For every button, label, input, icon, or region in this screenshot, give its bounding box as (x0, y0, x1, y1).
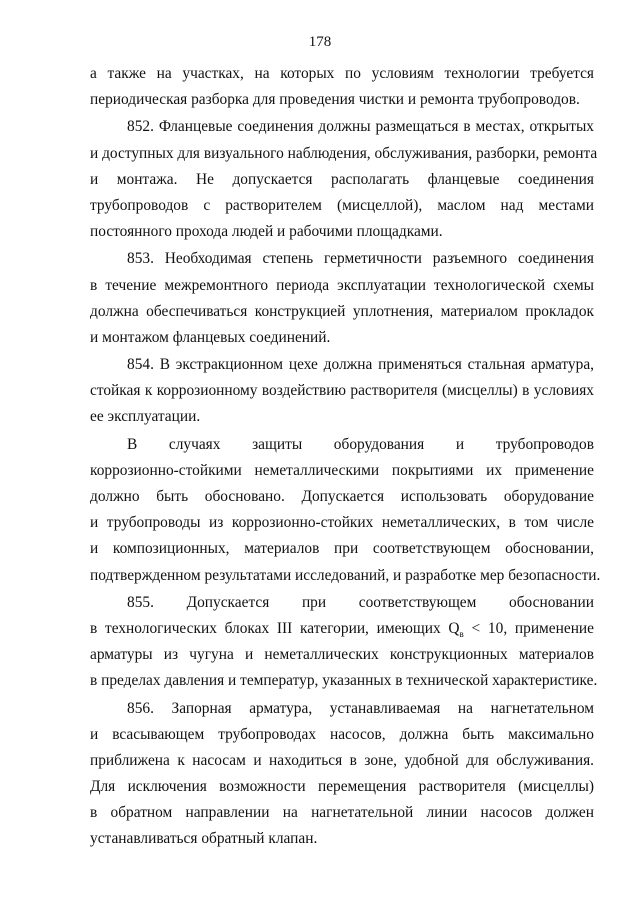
text-line: в течение межремонтного периода эксплуатации технологической схемы (90, 276, 594, 294)
paragraph (90, 246, 594, 351)
line-text: < 10, применение (463, 619, 594, 637)
text-line: и монтажа. Не допускается располагать фланцевые соединения (90, 170, 594, 188)
text-line: В случаях защиты оборудования и трубопроводов (127, 435, 594, 453)
text-line: и трубопроводы из коррозионно-стойких неметаллических, в том числе (90, 514, 594, 532)
text-line: ее эксплуатации. (90, 408, 201, 426)
text-line: и монтажом фланцевых соединений. (90, 328, 331, 346)
subscript: в (459, 629, 464, 640)
paragraph (90, 114, 598, 245)
text-line: в пределах давления и температур, указанных в технической характеристике. (90, 672, 598, 690)
text-line: 854. В экстракционном цехе должна применяться стальная арматура, (127, 356, 594, 374)
text-line: а также на участках, на которых по условиям технологии требуется (90, 65, 594, 82)
text-line: Для исключения возможности перемещения растворителя (мисцеллы) (90, 778, 594, 796)
page-number: 178 (308, 34, 332, 50)
text-line: 855. Допускается при соответствующем обосновании (127, 593, 594, 611)
text-line: и доступных для визуального наблюдения, обслуживания, разборки, ремонта (90, 144, 598, 162)
text-line: 852. Фланцевые соединения должны размещаться в местах, открытых (127, 118, 594, 136)
text-line: приближена к насосам и находиться в зоне, удобной для обслуживания. (90, 751, 594, 769)
text-line: 853. Необходимая степень герметичности разъемного соединения (127, 250, 594, 268)
text-line: стойкая к коррозионному воздействию растворителя (мисцеллы) в условиях (90, 382, 594, 400)
text-line: подтвержденном результатами исследований, и разработке мер безопасности. (90, 566, 601, 584)
text-line: устанавливаться обратный клапан. (90, 830, 318, 848)
text-line: и композиционных, материалов при соответствующем обосновании, (90, 540, 594, 558)
text-line: постоянного прохода людей и рабочими площадками. (90, 223, 443, 241)
document-body (90, 61, 601, 854)
text-line: периодическая разборка для проведения чистки и ремонта трубопроводов. (90, 91, 580, 109)
line-text: в технологических блоках III категории, имеющих Q (90, 619, 460, 637)
text-line: трубопроводов с растворителем (мисцеллой), маслом над местами (90, 196, 594, 214)
text-line: и всасывающем трубопроводах насосов, должна быть максимально (90, 725, 594, 743)
text-line: 856. Запорная арматура, устанавливаемая на нагнетательном (127, 699, 594, 717)
text-line (90, 616, 594, 642)
text-line: арматуры из чугуна и неметаллических конструкционных материалов (90, 646, 594, 664)
paragraph (90, 61, 594, 113)
paragraph (90, 432, 601, 589)
paragraph (90, 590, 598, 695)
text-line: коррозионно-стойкими неметаллическими покрытиями их применение (90, 461, 594, 479)
text-line: должно быть обосновано. Допускается использовать оборудование (90, 488, 594, 505)
paragraph (90, 352, 594, 431)
paragraph (90, 696, 594, 853)
text-line: должна обеспечиваться конструкцией уплотнения, материалом прокладок (90, 302, 594, 320)
text-line: в обратном направлении на нагнетательной линии насосов должен (90, 804, 594, 822)
